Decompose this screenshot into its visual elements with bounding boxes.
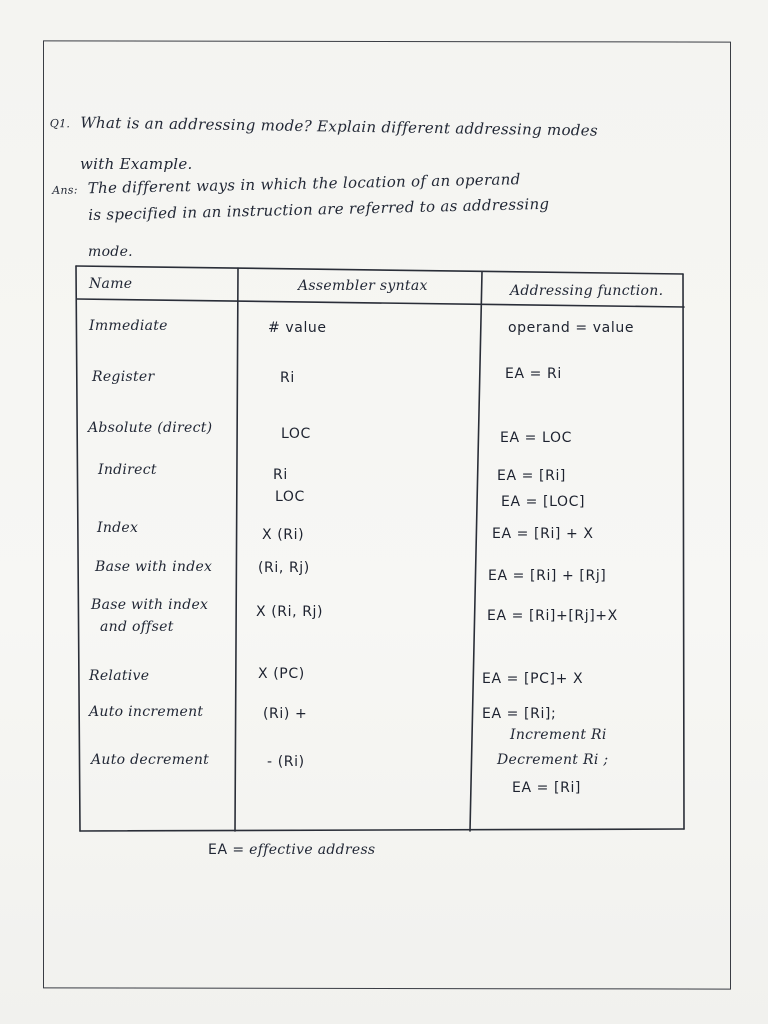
- row-syntax: # value: [268, 320, 327, 336]
- row-syntax: Ri: [280, 370, 295, 386]
- row-function: EA = [PC]+ X: [482, 671, 584, 687]
- answer-line-2: is specified in an instruction are referred to as addressing: [88, 194, 550, 224]
- header-assembler-syntax: Assembler syntax: [298, 278, 428, 294]
- row-syntax: X (Ri, Rj): [256, 604, 324, 620]
- row-name: Register: [92, 369, 155, 385]
- row-name: Base with index: [91, 597, 209, 613]
- row-function: Decrement Ri ;: [497, 752, 609, 768]
- row-syntax: Ri: [273, 467, 288, 483]
- row-syntax: LOC: [281, 426, 311, 442]
- row-name: Auto decrement: [91, 752, 210, 768]
- row-function: operand = value: [508, 320, 635, 336]
- row-syntax: X (Ri): [262, 527, 305, 543]
- footnote: [208, 842, 375, 858]
- row-function: EA = [Ri]: [497, 468, 566, 484]
- answer-label: Ans:: [52, 183, 78, 197]
- row-function-line-2: Increment Ri: [510, 727, 607, 743]
- row-name-line-2: and offset: [100, 619, 174, 635]
- answer-text-1: The different ways in which the location of an operand: [87, 170, 521, 198]
- row-name: Relative: [89, 668, 150, 684]
- answer-line-3: mode.: [88, 244, 133, 260]
- row-function-line-2: EA = [LOC]: [501, 494, 586, 510]
- row-syntax: X (PC): [258, 666, 305, 682]
- question-line-2: with Example.: [80, 155, 193, 173]
- header-addressing-function: Addressing function.: [510, 283, 664, 299]
- footnote-abbr: EA: [208, 842, 228, 858]
- question-label: Q1.: [49, 116, 71, 131]
- row-syntax-line-2: LOC: [275, 489, 305, 505]
- row-function: EA = [Ri];: [482, 706, 557, 722]
- row-name: Auto increment: [89, 704, 204, 720]
- row-function: EA = [Ri]+[Rj]+X: [487, 608, 618, 624]
- header-name: Name: [89, 276, 133, 292]
- row-name: Immediate: [89, 318, 168, 334]
- row-syntax: (Ri, Rj): [258, 560, 310, 576]
- row-syntax: (Ri) +: [263, 706, 308, 722]
- row-function: EA = [Ri] + [Rj]: [488, 568, 607, 584]
- row-function: EA = [Ri] + X: [492, 526, 594, 542]
- row-function: EA = LOC: [500, 430, 572, 446]
- row-name: Absolute (direct): [88, 420, 213, 436]
- row-name: Index: [97, 520, 139, 536]
- row-function: EA = Ri: [505, 366, 562, 382]
- question-text-1: What is an addressing mode? Explain different addressing modes: [80, 113, 599, 140]
- row-name: Indirect: [98, 462, 157, 478]
- footnote-meaning: = effective address: [232, 842, 376, 858]
- row-function-line-2: EA = [Ri]: [512, 780, 581, 796]
- row-name: Base with index: [95, 559, 213, 575]
- row-syntax: - (Ri): [267, 754, 305, 770]
